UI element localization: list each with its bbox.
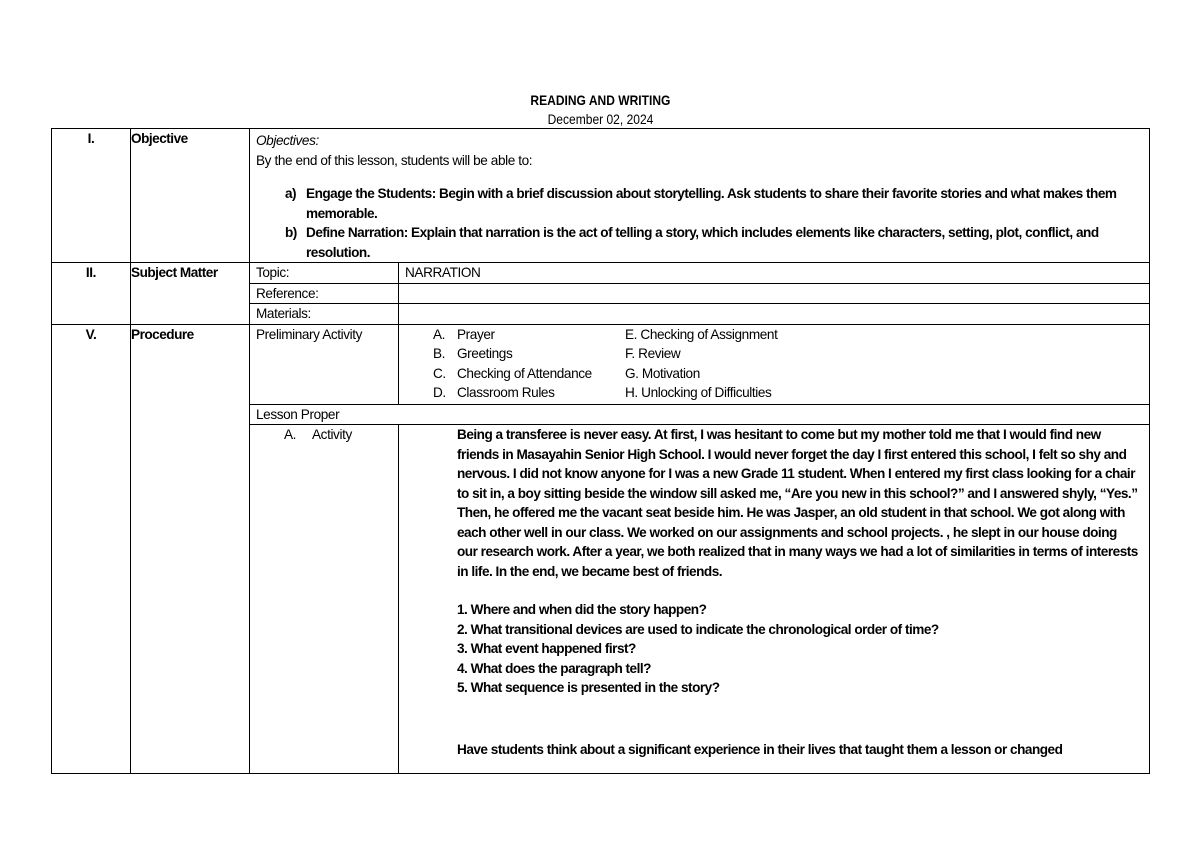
preliminary-item: G. Motivation [625,365,700,381]
section-number: II. [52,263,131,325]
document-title: READING AND WRITING [529,92,671,108]
section-label: Objective [131,129,250,263]
preliminary-activity-label: Preliminary Activity [250,324,399,404]
objectives-content [250,129,1150,263]
preliminary-activity-list: A. Prayer E. Checking of Assignment B. Greetings F. Review C. Checking of Attendance G. Motivation D. Classroom Rules H. Unlocking of Difficulties [399,324,1150,404]
activity-label: A. Activity [250,425,399,774]
materials-value [399,304,1150,325]
story-paragraph: Being a transferee is never easy. At first, I was hesitant to come but my mother told me that I would find new friends in Masayahin Senior High School. I would never forget the day I first entered this school, I felt so shy and nervous. I did not know anyone for I was a new Grade 11 student. When I entered my first class looking for a chair to sit in, a boy sitting beside the window sill asked me, “Are you new in this school?” and I answered shyly, “Yes.” Then, he offered me the vacant seat beside him. He was Jasper, an old student in that school. We got along with each other well in our class. We worked on our assignments and school projects. , he slept in our house doing our research work. After a year, we both realized that in many ways we had a lot of similarities in terms of interests in life. In the end, we became best of friends. [457,427,1138,579]
question-list [457,600,1139,698]
materials-label: Materials: [250,304,399,325]
topic-label: Topic: [250,263,399,284]
task-instruction: Have students think about a significant experience in their lives that taught them a lesson or changed [457,741,1063,757]
question-item: 1. Where and when did the story happen? [457,602,707,617]
question-item: 3. What event happened first? [457,641,636,656]
section-number: V. [52,324,131,774]
preliminary-item: Greetings [457,346,513,361]
section-label: Procedure [131,324,250,774]
lesson-plan-table [51,128,1150,774]
preliminary-item: Classroom Rules [457,385,555,400]
subject-topic-row [52,263,1150,284]
preliminary-item: Prayer [457,326,495,342]
objectives-intro: By the end of this lesson, students will be able to: [256,152,533,168]
reference-label: Reference: [250,283,399,304]
objectives-heading: Objectives: [256,133,319,148]
preliminary-item: F. Review [625,346,681,361]
activity-content [399,425,1150,774]
preliminary-item: Checking of Attendance [457,365,592,381]
question-item: 2. What transitional devices are used to indicate the chronological order of time? [457,621,939,637]
document-date: December 02, 2024 [547,111,653,127]
document-header [0,91,1200,129]
question-item: 4. What does the paragraph tell? [457,660,651,676]
objective-row [52,129,1150,263]
objective-item: a) Engage the Students: Begin with a brief discussion about storytelling. Ask students to share their favorite stories and what makes them memorable. [285,186,1117,221]
section-label: Subject Matter [131,263,250,325]
lesson-proper-label: Lesson Proper [250,404,1150,425]
objective-item: b) Define Narration: Explain that narration is the act of telling a story, which includes elements like characters, setting, plot, conflict, and resolution. [285,225,1099,260]
objectives-list [256,184,1143,262]
question-item: 5. What sequence is presented in the story? [457,680,720,695]
reference-value [399,283,1150,304]
preliminary-item: E. Checking of Assignment [625,326,778,342]
topic-value: NARRATION [399,263,1150,284]
procedure-preliminary-row [52,324,1150,404]
preliminary-item: H. Unlocking of Difficulties [625,385,772,400]
section-number: I. [52,129,131,263]
